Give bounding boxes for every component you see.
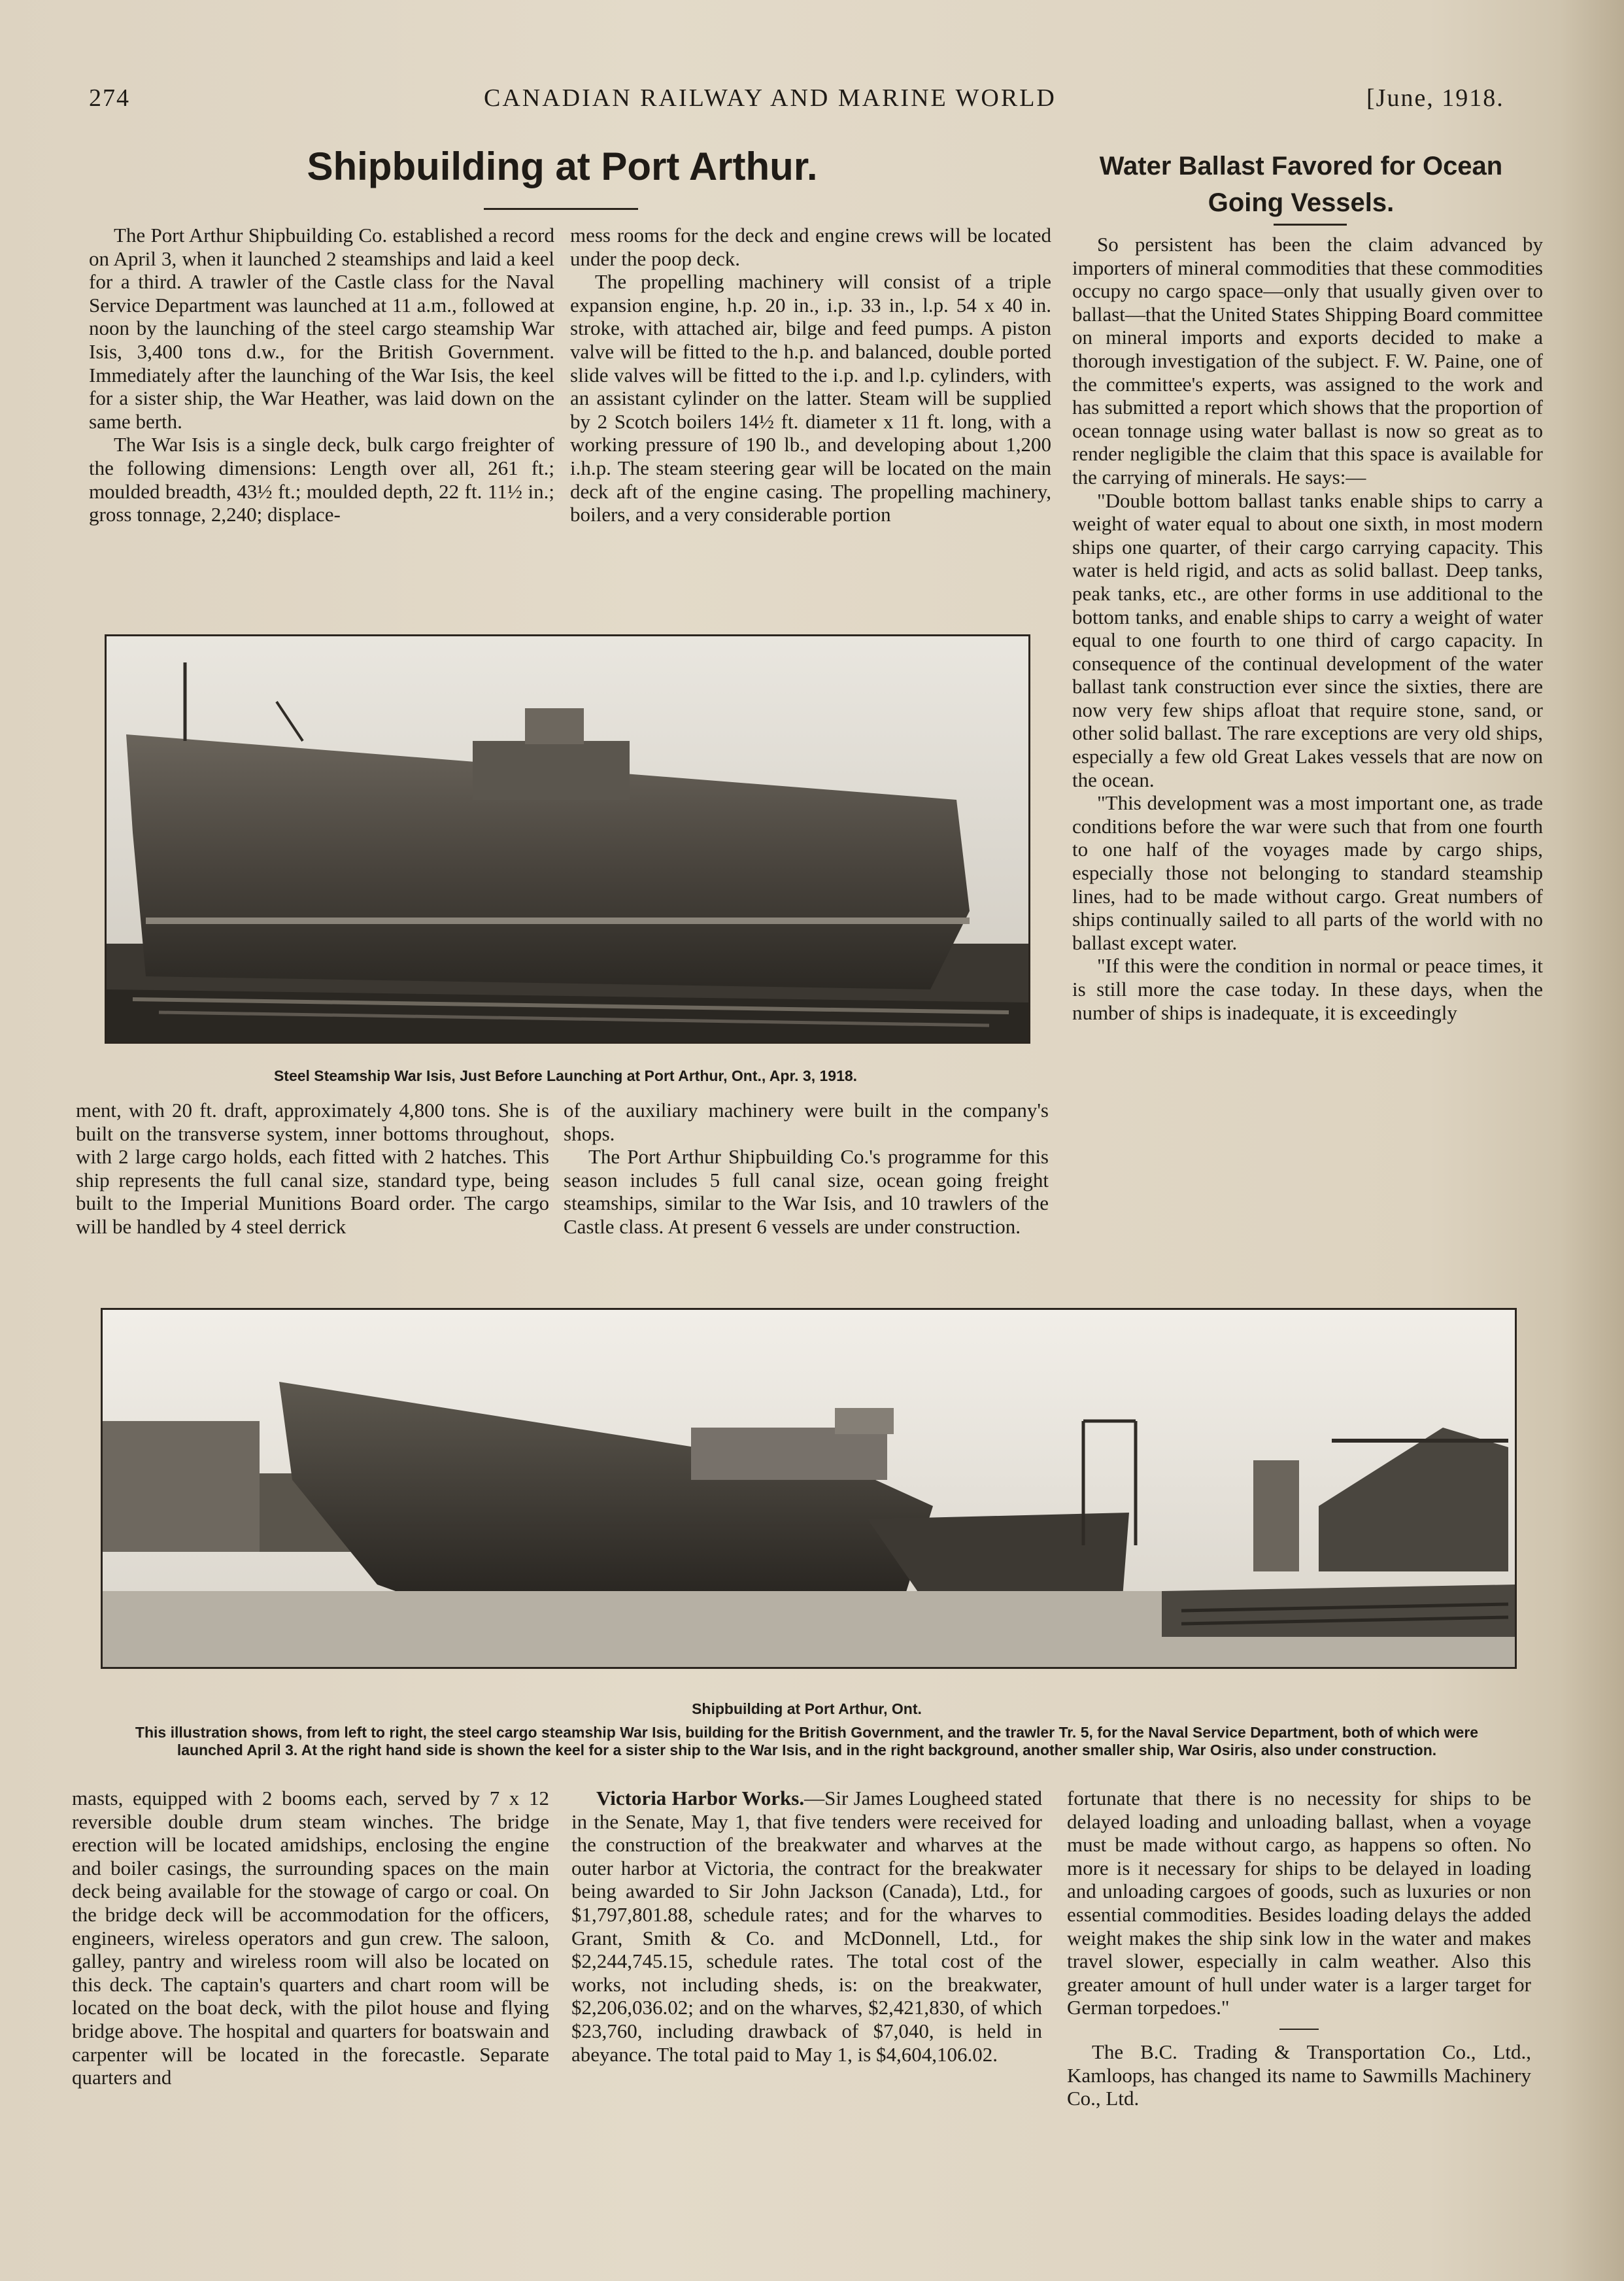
title-rule xyxy=(484,208,638,210)
photo-war-isis-before-launching xyxy=(105,634,1030,1044)
paragraph: masts, equipped with 2 booms each, served by 7 x 12 reversible double drum steam winches. The bridge erection will be located amidships, enclosing the engine and boiler casings, the surrounding spaces on the main deck being available for the stowage of cargo or coal. On the bridge deck will be accommodation for the officers, engineers, wireless operators and gun crew. The saloon, galley, pantry and wireless room will also be located on this deck. The captain's quarters and chart room will be located on the boat deck, with the pilot house and flying bridge above. The hospital and quarters for boatswain and carpenter will be located in the forecastle. Separate quarters and xyxy=(72,1787,549,2089)
news-note: The B.C. Trading & Transportation Co., Ltd., Kamloops, has changed its name to Sawmills Machinery Co., Ltd. xyxy=(1067,2040,1531,2110)
issue-date: [June, 1918. xyxy=(1366,84,1504,112)
paragraph xyxy=(571,1787,1042,2066)
article-column-2 xyxy=(570,224,1051,647)
side-title-rule xyxy=(1274,224,1347,226)
paragraph: The Port Arthur Shipbuilding Co.'s programme for this season includes 5 full canal size, ocean going freight steamships, similar to the War Isis, and 10 trawlers of the Castle class. At present 6 vessels are under construction. xyxy=(564,1145,1049,1238)
article-column-4 xyxy=(76,1099,549,1288)
side-article-column xyxy=(1072,233,1543,1283)
yard-photo-illustration xyxy=(103,1310,1515,1667)
paragraph: fortunate that there is no necessity for ships to be delayed loading and unloading ballast, when a voyage must be made without cargo, as happens so often. No more is it necessary for ships to be delayed in loading and unloading cargoes of goods, such as luxuries or non essential commodities. Besides loading delays the added weight makes the ship sink low in the water and makes travel slower, especially in calm weather. Also this greater amount of hull under water is a larger target for German torpedoes." xyxy=(1067,1787,1531,2019)
paragraph: "If this were the condition in normal or peace times, it is still more the case today. In these days, when the number of ships is inadequate, it is exceedingly xyxy=(1072,954,1543,1024)
ship-photo-illustration xyxy=(107,636,1028,1042)
paragraph: The propelling machinery will consist of a triple expansion engine, h.p. 20 in., i.p. 33 in., l.p. 54 x 40 in. stroke, with attached air, bilge and feed pumps. A piston valve will be fitted to the h.p. and balanced, double ported slide valves will be fitted to the i.p. and l.p. cylinders, with an assistant cylinder on the latter. Steam will be supplied by 2 Scotch boilers 14½ ft. diameter x 11 ft. long, with a working pressure of 190 lb., and developing about 1,200 i.h.p. The steam steering gear will be located on the main deck aft of the engine casing. The propelling machinery, boilers, and a very considerable portion xyxy=(570,270,1051,526)
article-column-1 xyxy=(89,224,554,647)
paragraph: mess rooms for the deck and engine crews will be located under the poop deck. xyxy=(570,224,1051,270)
paragraph: "This development was a most important one, as trade conditions before the war were such that from one fourth to one half of the voyages made by cargo ships, especially those not belonging to standard steamship lines, had to be made without cargo. Great numbers of ships continually sailed to all parts of the world with no ballast except water. xyxy=(1072,791,1543,954)
photo-caption: Steel Steamship War Isis, Just Before Launching at Port Arthur, Ont., Apr. 3, 1918. xyxy=(273,1067,858,1084)
paragraph: of the auxiliary machinery were built in the company's shops. xyxy=(564,1099,1049,1145)
victoria-text: —Sir James Lougheed stated in the Senate, May 1, that five tenders were received for the construction of the breakwater and wharves at the outer harbor at Victoria, the contract for the breakwater being awarded to Sir John Jackson (Canada), Ltd., for $1,797,801.88, schedule rates; and for the wharves to Grant, Smith & Co. and McDonnell, Ltd., for $2,244,745.15, schedule rates. The total cost of the works, not including sheds, is: on the breakwater, $2,206,036.02; and on the wharves, $2,421,830, of which $23,760, including drawback of $7,040, is held in abeyance. The total paid to May 1, is $4,604,106.02. xyxy=(571,1787,1042,2066)
photo-caption: This illustration shows, from left to right, the steel cargo steamship War Isis, building for the British Government, and the trawler Tr. 5, for the Naval Service Department, both of which were launched April 3. At the right hand side is shown the keel for a sister ship to the War Isis, and in the right background, another smaller ship, War Osiris, also under construction. xyxy=(135,1724,1479,1758)
article-column-5 xyxy=(564,1099,1049,1288)
side-article-continuation xyxy=(1067,1787,1531,2192)
paragraph: So persistent has been the claim advanced by importers of mineral commodities that these commodities occupy no cargo space—only that usually given over to ballast—that the United States Shipping Board committee on mineral imports and exports decided to make a thorough investigation of the subject. F. W. Paine, one of the committee's experts, was assigned to the work and has submitted a report which shows that the proportion of ocean tonnage using water ballast is now so great as to render negligible the claim that this space is available for the carrying of minerals. He says:— xyxy=(1072,233,1543,489)
paragraph: ment, with 20 ft. draft, approximately 4,800 tons. She is built on the transverse system, inner bottoms throughout, with 2 large cargo holds, each fitted with 2 hatches. This ship represents the full canal size, standard type, being built to the Imperial Munitions Board order. The cargo will be handled by 4 steel derrick xyxy=(76,1099,549,1238)
article-title: Shipbuilding at Port Arthur. xyxy=(307,145,818,188)
runin-heading: Victoria Harbor Works. xyxy=(596,1787,805,1809)
victoria-harbor-article xyxy=(571,1787,1042,2192)
photo-title: Shipbuilding at Port Arthur, Ont. xyxy=(692,1700,922,1717)
photo-shipbuilding-yard xyxy=(101,1308,1517,1669)
paragraph: The Port Arthur Shipbuilding Co. established a record on April 3, when it launched 2 steamships and laid a keel for a third. A trawler of the Castle class for the Naval Service Department was launched at 11 a.m., followed at noon by the launching of the steel cargo steamship War Isis, 3,400 tons d.w., for the British Government. Immediately after the launching of the War Isis, the keel for a sister ship, the War Heather, was laid down on the same berth. xyxy=(89,224,554,433)
paragraph: "Double bottom ballast tanks enable ships to carry a weight of water equal to about one sixth, in most modern ships one quarter, of their cargo carrying capacity. This water is held rigid, and acts as solid ballast. Deep tanks, peak tanks, etc., are other forms in use additional to the bottom tanks, and enable ships to carry a weight of water equal to one fourth to one third of cargo capacity. In consequence of the continual development of the water ballast tank construction ever since the sixties, there are now very few ships afloat that require stone, sand, or other solid ballast. The rare exceptions are very old ships, especially a few old Great Lakes vessels that are now on the ocean. xyxy=(1072,489,1543,791)
side-article-title: Water Ballast Favored for Ocean Going Vessels. xyxy=(1099,152,1503,217)
separator-rule xyxy=(1279,2029,1319,2030)
page-number: 274 xyxy=(89,84,130,112)
journal-title: CANADIAN RAILWAY AND MARINE WORLD xyxy=(484,84,1057,112)
article-column-6 xyxy=(72,1787,549,2192)
paragraph: The War Isis is a single deck, bulk cargo freighter of the following dimensions: Length over all, 261 ft.; moulded breadth, 43½ ft.; moulded depth, 22 ft. 11½ in.; gross tonnage, 2,240; displace- xyxy=(89,433,554,526)
